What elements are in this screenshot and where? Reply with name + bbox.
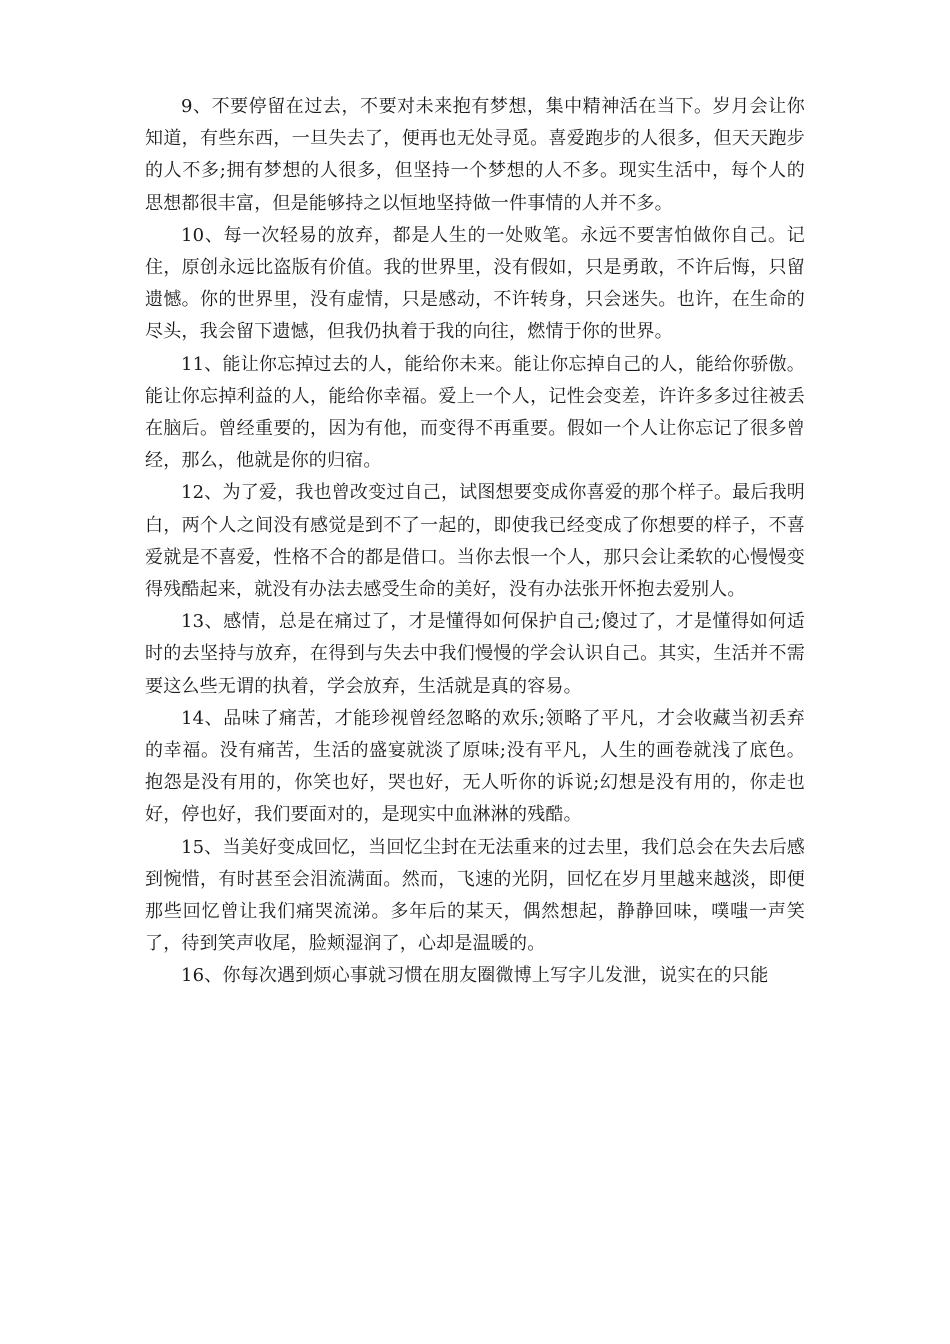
paragraph-13: 13、感情，总是在痛过了，才是懂得如何保护自己;傻过了，才是懂得如何适时的去坚持与放弃，在得到与失去中我们慢慢的学会认识自己。其实，生活并不需要这么些无谓的执着，学会放弃，生活就是真的容易。 bbox=[145, 611, 805, 697]
paragraph-10: 10、每一次轻易的放弃，都是人生的一处败笔。永远不要害怕做你自己。记住，原创永远比盗版有价值。我的世界里，没有假如，只是勇敢，不许后悔，只留遗憾。你的世界里，没有虚情，只是感动，不许转身，只会迷失。也许，在生命的尽头，我会留下遗憾，但我仍执着于我的向往，燃情于你的世界。 bbox=[145, 224, 805, 343]
paragraph-16: 16、你每次遇到烦心事就习惯在朋友圈微博上写字儿发泄，说实在的只能 bbox=[181, 965, 769, 987]
paragraph-9: 9、不要停留在过去，不要对未来抱有梦想，集中精神活在当下。岁月会让你知道，有些东西，一旦失去了，便再也无处寻觅。喜爱跑步的人很多，但天天跑步的人不多;拥有梦想的人很多，但坚持一个梦想的人不多。现实生活中，每个人的思想都很丰富，但是能够持之以恒地坚持做一件事情的人并不多。 bbox=[145, 96, 805, 214]
document-body bbox=[145, 91, 805, 993]
paragraph-15: 15、当美好变成回忆，当回忆尘封在无法重来的过去里，我们总会在失去后感到惋惜，有时甚至会泪流满面。然而，飞速的光阴，回忆在岁月里越来越淡，即便那些回忆曾让我们痛哭流涕。多年后的某天，偶然想起，静静回味，噗嗤一声笑了，待到笑声收尾，脸颊湿润了，心却是温暖的。 bbox=[145, 836, 805, 955]
paragraph-14: 14、品味了痛苦，才能珍视曾经忽略的欢乐;领略了平凡，才会收藏当初丢弃的幸福。没有痛苦，生活的盛宴就淡了原味;没有平凡，人生的画卷就浅了底色。抱怨是没有用的，你笑也好，哭也好，无人听你的诉说;幻想是没有用的，你走也好，停也好，我们要面对的，是现实中血淋淋的残酷。 bbox=[145, 707, 805, 826]
paragraph-12: 12、为了爱，我也曾改变过自己，试图想要变成你喜爱的那个样子。最后我明白，两个人之间没有感觉是到不了一起的，即使我已经变成了你想要的样子，不喜爱就是不喜爱，性格不合的都是借口。当你去恨一个人，那只会让柔软的心慢慢变得残酷起来，就没有办法去感受生命的美好，没有办法张开怀抱去爱别人。 bbox=[145, 482, 805, 601]
paragraph-11: 11、能让你忘掉过去的人，能给你未来。能让你忘掉自己的人，能给你骄傲。能让你忘掉利益的人，能给你幸福。爱上一个人，记性会变差，许许多多过往被丢在脑后。曾经重要的，因为有他，而变得不再重要。假如一个人让你忘记了很多曾经，那么，他就是你的归宿。 bbox=[145, 353, 805, 472]
